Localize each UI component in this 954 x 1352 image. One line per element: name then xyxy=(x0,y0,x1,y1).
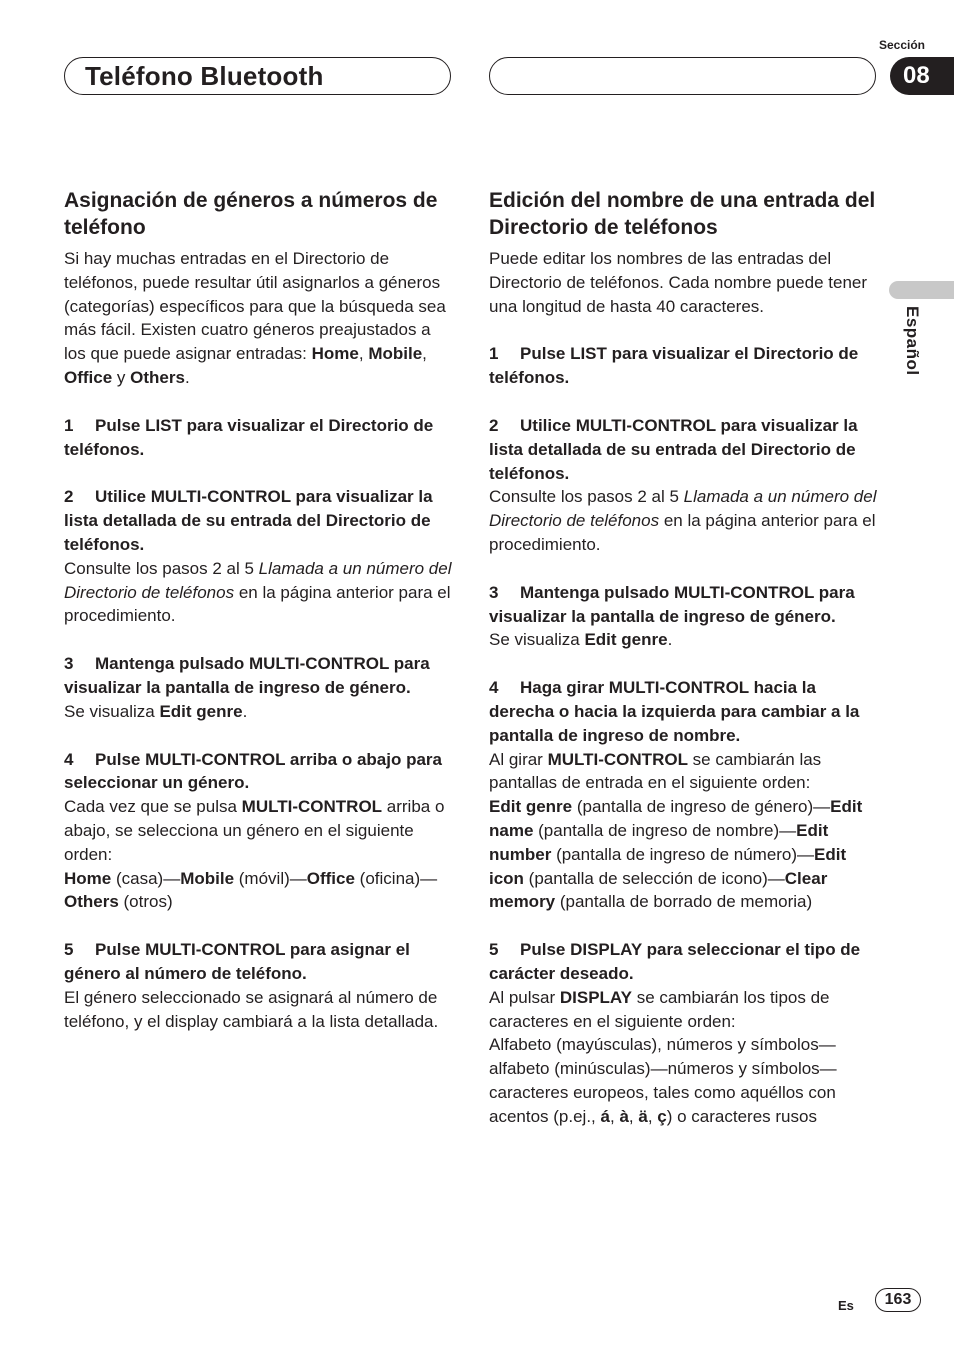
language-tab xyxy=(889,281,954,299)
right-step-1: 1 Pulse LIST para visualizar el Directorio de teléfonos. xyxy=(489,344,859,388)
left-intro: Si hay muchas entradas en el Directorio de teléfonos, puede resultar útil asignarlos a géneros (categorías) específicos para que la búsqueda sea más fácil. Existen cuatro géneros preajustados a los que puede asignar entradas: Home, Mobile, Office y Others. xyxy=(64,249,446,387)
left-heading: Asignación de géneros a números de teléfono xyxy=(64,189,438,239)
right-step-4-order: Edit genre (pantalla de ingreso de género)—Edit name (pantalla de ingreso de nombre)—Edit number (pantalla de ingreso de número)—Edit icon (pantalla de selección de icono)—Clear memory (pantalla de borrado de memoria) xyxy=(489,797,863,912)
section-label: Sección xyxy=(878,38,926,52)
left-step-2-body: Consulte los pasos 2 al 5 Llamada a un número del Directorio de teléfonos en la página anterior para el procedimiento. xyxy=(64,558,452,626)
right-step-5-body: Al pulsar DISPLAY se cambiarán los tipos de caracteres en el siguiente orden: xyxy=(489,987,830,1031)
right-step-3-body: Se visualiza Edit genre. xyxy=(489,630,673,650)
right-step-4: 4 Haga girar MULTI-CONTROL hacia la derecha o hacia la izquierda para cambiar a la pantalla de ingreso de nombre. xyxy=(489,678,860,745)
right-column xyxy=(489,187,879,1129)
left-step-2: 2 Utilice MULTI-CONTROL para visualizar la lista detallada de su entrada del Directorio de teléfonos. xyxy=(64,487,433,554)
left-step-3-body: Se visualiza Edit genre. xyxy=(64,701,248,721)
right-intro: Puede editar los nombres de las entradas del Directorio de teléfonos. Cada nombre puede tener una longitud de hasta 40 caracteres. xyxy=(489,249,868,316)
right-step-2-body: Consulte los pasos 2 al 5 Llamada a un número del Directorio de teléfonos en la página anterior para el procedimiento. xyxy=(489,487,877,554)
right-step-5-chars: Alfabeto (mayúsculas), números y símbolos—alfabeto (minúsculas)—números y símbolos—caracteres europeos, tales como aquéllos con acentos (p.ej., á, à, ä, ç) o caracteres rusos xyxy=(489,1035,837,1126)
header-empty-box xyxy=(489,57,876,95)
left-step-4-order: Home (casa)—Mobile (móvil)—Office (oficina)—Others (otros) xyxy=(64,868,438,912)
footer-language-code: Es xyxy=(838,1298,854,1313)
right-heading: Edición del nombre de una entrada del Directorio de teléfonos xyxy=(489,189,876,239)
left-step-5: 5 Pulse MULTI-CONTROL para asignar el género al número de teléfono. xyxy=(64,940,410,983)
right-step-3: 3 Mantenga pulsado MULTI-CONTROL para visualizar la pantalla de ingreso de género. xyxy=(489,582,855,626)
page-number: 163 xyxy=(875,1288,921,1312)
left-step-1: 1 Pulse LIST para visualizar el Directorio de teléfonos. xyxy=(64,415,434,459)
page-title: Teléfono Bluetooth xyxy=(85,61,324,91)
left-step-3: 3 Mantenga pulsado MULTI-CONTROL para visualizar la pantalla de ingreso de género. xyxy=(64,654,430,697)
left-step-4-body: Cada vez que se pulsa MULTI-CONTROL arriba o abajo, se selecciona un género en el siguiente orden: xyxy=(64,797,445,864)
left-step-4: 4 Pulse MULTI-CONTROL arriba o abajo para seleccionar un género. xyxy=(64,749,442,793)
right-step-2: 2 Utilice MULTI-CONTROL para visualizar la lista detallada de su entrada del Directorio de teléfonos. xyxy=(489,415,858,483)
left-step-5-body: El género seleccionado se asignará al número de teléfono, y el display cambiará a la lista detallada. xyxy=(64,987,439,1031)
header-title-box xyxy=(64,57,451,95)
left-column xyxy=(64,187,454,1033)
language-label: Español xyxy=(903,306,922,376)
right-step-5: 5 Pulse DISPLAY para seleccionar el tipo de carácter deseado. xyxy=(489,940,861,983)
right-step-4-body: Al girar MULTI-CONTROL se cambiarán las pantallas de entrada en el siguiente orden: xyxy=(489,749,822,793)
section-number-badge: 08 xyxy=(890,57,954,95)
